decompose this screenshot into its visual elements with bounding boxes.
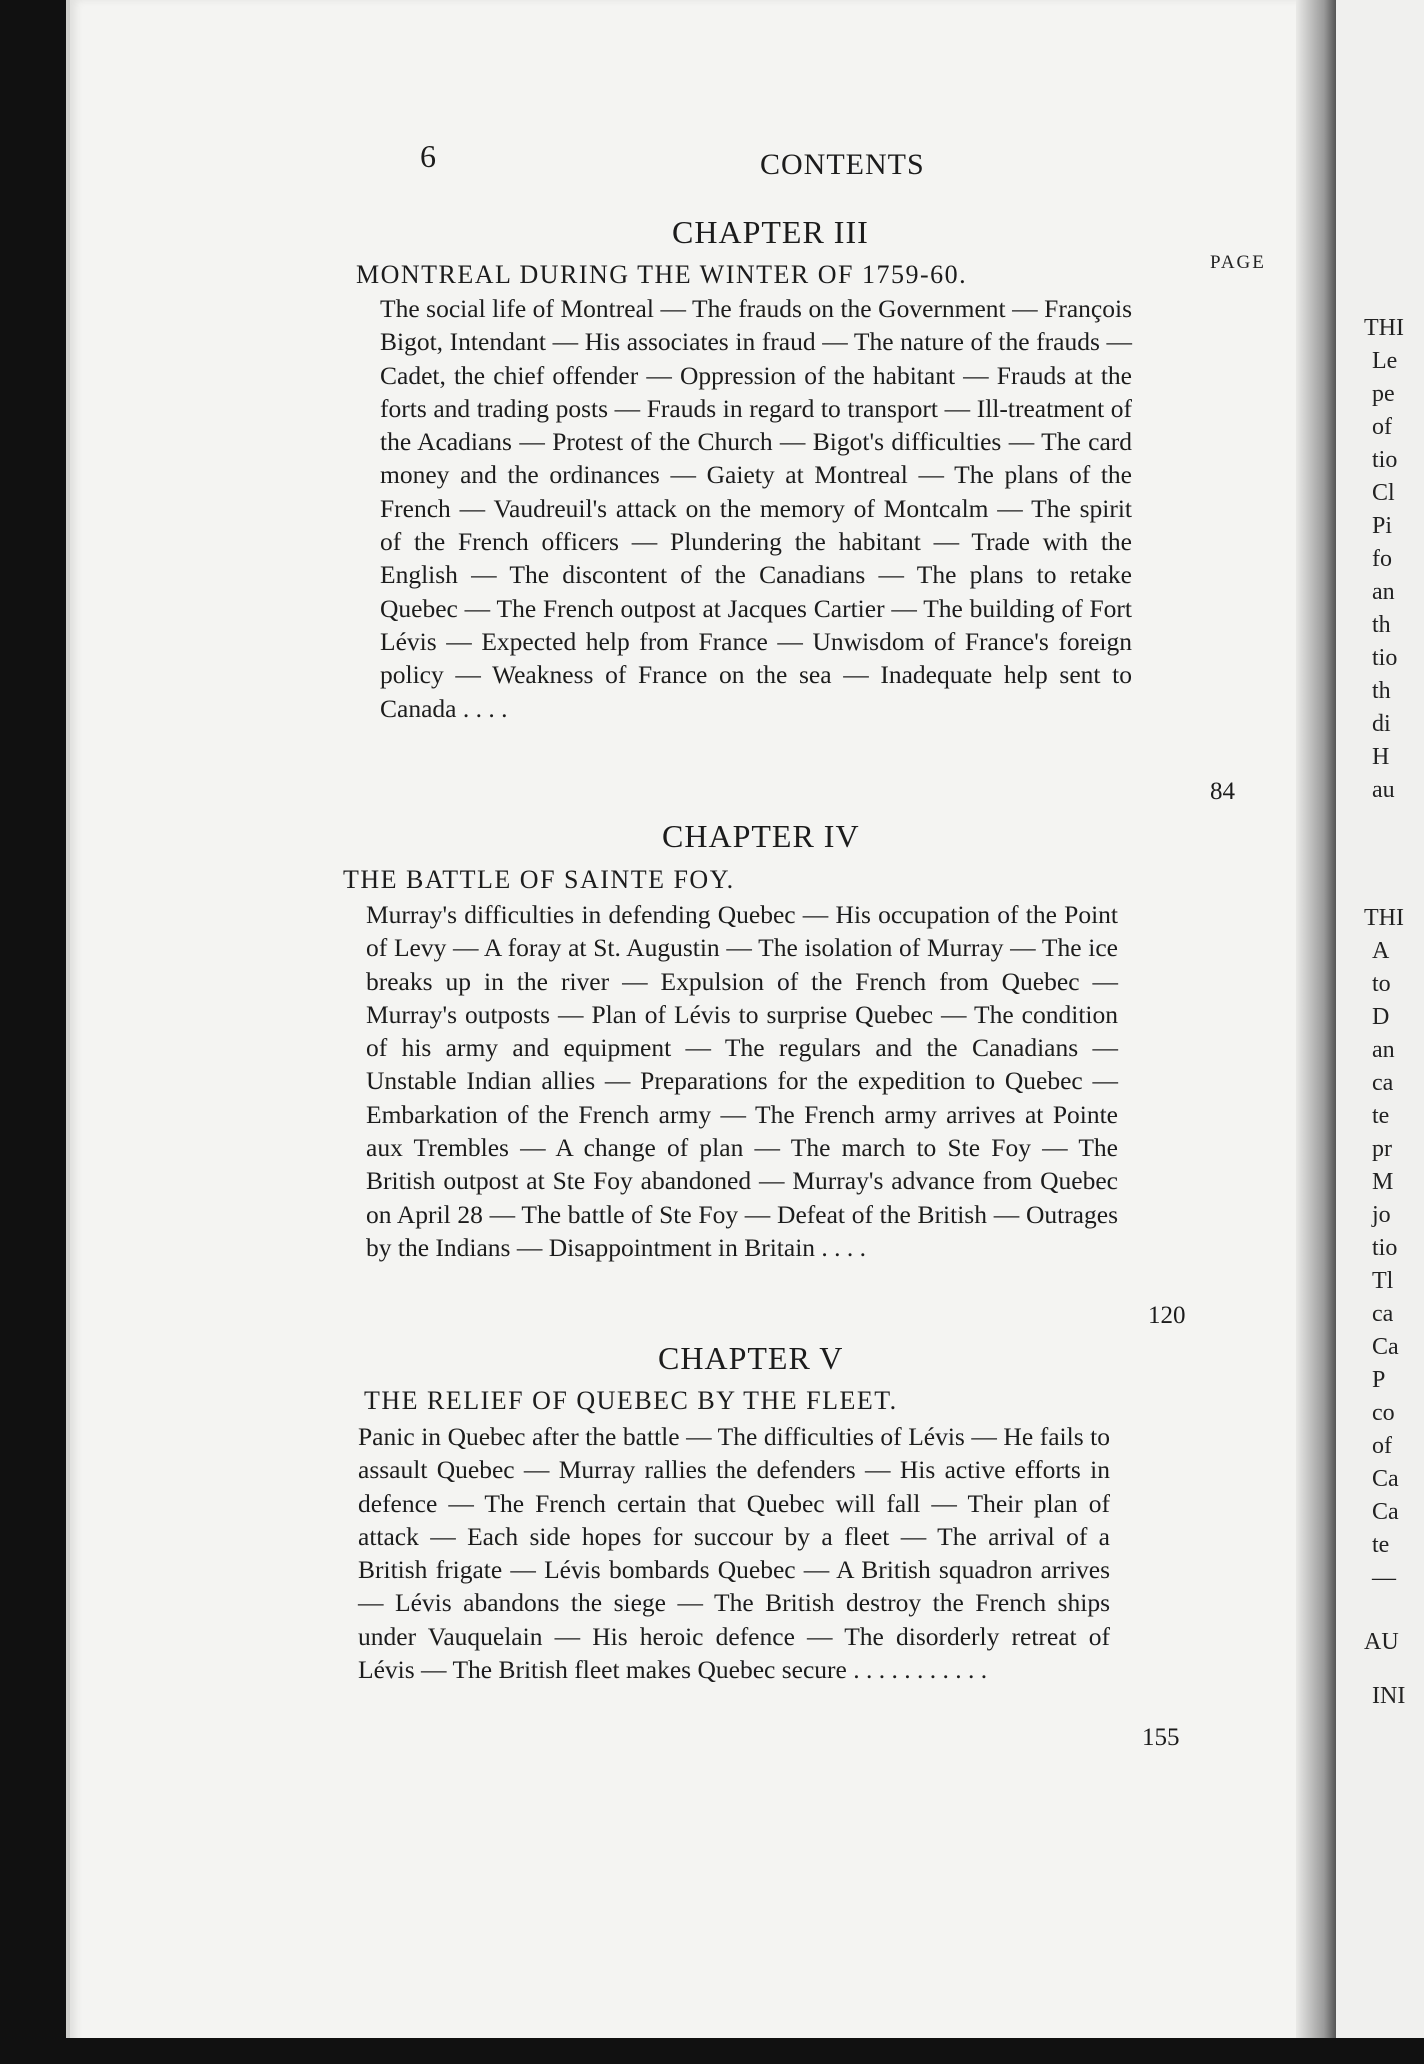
chapter-heading: CHAPTER IV xyxy=(662,818,860,854)
facing-page-line: ca xyxy=(1372,1070,1394,1096)
page-column-label: PAGE xyxy=(1210,252,1266,273)
chapter-page-number: 155 xyxy=(1142,1724,1180,1751)
facing-page-line: Le xyxy=(1372,348,1398,374)
facing-page xyxy=(1336,0,1424,2064)
facing-page-line: to xyxy=(1372,971,1391,997)
facing-page-line: tio xyxy=(1372,1235,1398,1261)
facing-page-line: THI xyxy=(1364,905,1404,931)
facing-page-line: te xyxy=(1372,1532,1390,1558)
facing-page-line: tio xyxy=(1372,447,1398,473)
facing-page-line: te xyxy=(1372,1103,1390,1129)
facing-page-line: Cl xyxy=(1372,480,1395,506)
facing-page-line: jo xyxy=(1372,1202,1391,1228)
facing-page-line: ca xyxy=(1372,1301,1394,1327)
facing-page-line: Ca xyxy=(1372,1334,1399,1360)
facing-page-line: of xyxy=(1372,1433,1392,1459)
facing-page-line: AU xyxy=(1364,1629,1399,1655)
facing-page-line: Ca xyxy=(1372,1466,1399,1492)
scan-border xyxy=(0,2038,1424,2064)
running-head: CONTENTS xyxy=(760,148,925,181)
facing-page-line: — xyxy=(1372,1565,1396,1591)
facing-page-line: H xyxy=(1372,744,1390,770)
facing-page-line: INI xyxy=(1372,1683,1406,1709)
facing-page-line: tio xyxy=(1372,645,1398,671)
facing-page-line: th xyxy=(1372,612,1391,638)
facing-page-line: Ca xyxy=(1372,1499,1399,1525)
facing-page-line: D xyxy=(1372,1004,1390,1030)
chapter-page-number: 120 xyxy=(1148,1302,1186,1329)
chapter-heading: CHAPTER V xyxy=(658,1340,844,1376)
facing-page-line: an xyxy=(1372,1037,1395,1063)
facing-page-line: fo xyxy=(1372,546,1392,572)
chapter-heading: CHAPTER III xyxy=(672,214,869,250)
facing-page-line: Tl xyxy=(1372,1268,1394,1294)
facing-page-line: Pi xyxy=(1372,513,1393,539)
facing-page-line: P xyxy=(1372,1367,1386,1393)
facing-page-line: pe xyxy=(1372,381,1395,407)
book-spine-fold xyxy=(1296,0,1336,2064)
chapter-summary: Murray's difficulties in defending Quebec — His occupation of the Point of Levy — A foray at St. Augustin — The isolation of Murray — The ice breaks up in the river — Expulsion of the French from Quebec — Murray's outposts — Plan of Lévis to surprise Quebec — The condition of his army and equipment — The regulars and the Canadians — Unstable Indian allies — Preparations for the expedition to Quebec — Embarkation of the French army — The French army arrives at Pointe aux Trembles — A change of plan — The march to Ste Foy — The British outpost at Ste Foy abandoned — Murray's advance from Quebec on April 28 — The battle of Ste Foy — Defeat of the British — Outrages by the Indians — Disappointment in Britain . . . . xyxy=(366,900,1118,1262)
facing-page-line: th xyxy=(1372,678,1391,704)
page-number: 6 xyxy=(420,138,436,174)
facing-page-line: co xyxy=(1372,1400,1395,1426)
chapter-title: THE BATTLE OF SAINTE FOY. xyxy=(343,865,735,894)
facing-page-line: an xyxy=(1372,579,1395,605)
chapter-page-number: 84 xyxy=(1210,778,1235,805)
facing-page-line: M xyxy=(1372,1169,1394,1195)
chapter-title: MONTREAL DURING THE WINTER OF 1759-60. xyxy=(356,260,968,289)
chapter-title: THE RELIEF OF QUEBEC BY THE FLEET. xyxy=(364,1386,898,1415)
facing-page-line: of xyxy=(1372,414,1392,440)
contents-page xyxy=(66,0,1314,2064)
facing-page-line: di xyxy=(1372,711,1391,737)
chapter-summary: Panic in Quebec after the battle — The difficulties of Lévis — He fails to assault Quebec — Murray rallies the defenders — His active efforts in defence — The French certain that Quebec will fall — Their plan of attack — Each side hopes for succour by a fleet — The arrival of a British frigate — Lévis bombards Quebec — A British squadron arrives — Lévis abandons the siege — The British destroy the French ships under Vauquelain — His heroic defence — The disorderly retreat of Lévis — The British fleet makes Quebec secure . . . . . . . . . . . xyxy=(358,1422,1110,1685)
facing-page-line: THI xyxy=(1364,315,1404,341)
facing-page-line: au xyxy=(1372,777,1395,803)
facing-page-line: A xyxy=(1372,938,1390,964)
chapter-summary: The social life of Montreal — The frauds on the Government — François Bigot, Intendant — His associates in fraud — The nature of the frauds — Cadet, the chief offender — Oppression of the habitant — Frauds at the forts and trading posts — Frauds in regard to transport — Ill-treatment of the Acadians — Protest of the Church — Bigot's difficulties — The card money and the ordinances — Gaiety at Montreal — The plans of the French — Vaudreuil's attack on the memory of Montcalm — The spirit of the French officers — Plundering the habitant — Trade with the English — The discontent of the Canadians — The plans to retake Quebec — The French outpost at Jacques Cartier — The building of Fort Lévis — Expected help from France — Unwisdom of France's foreign policy — Weakness of France on the sea — Inadequate help sent to Canada . . . . xyxy=(380,294,1132,723)
facing-page-line: pr xyxy=(1372,1136,1392,1162)
